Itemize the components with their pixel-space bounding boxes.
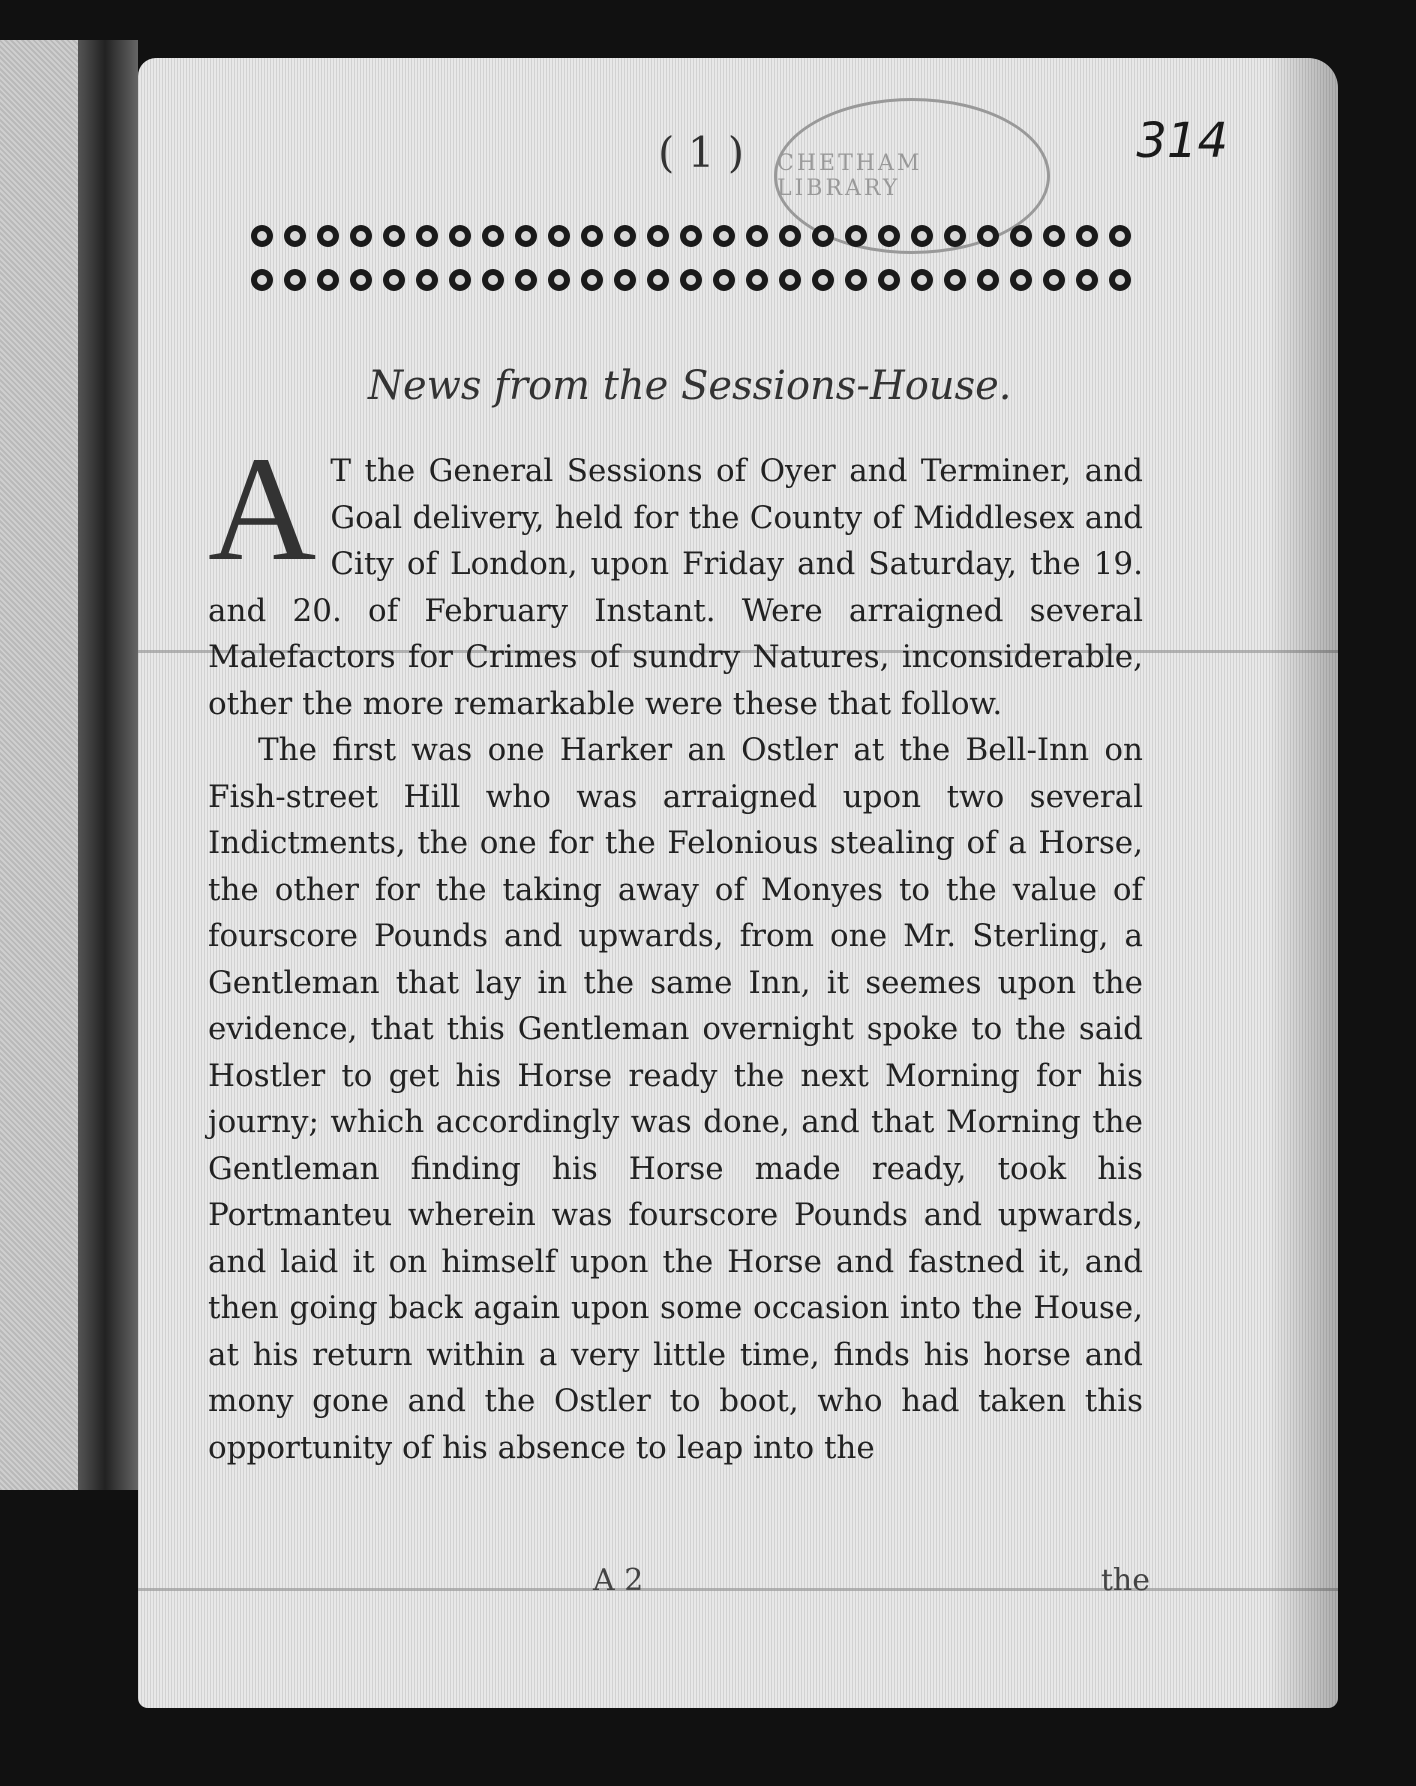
signature-mark: A 2	[593, 1563, 644, 1598]
ornament-fleuron-center	[455, 275, 465, 285]
ornament-fleuron-center	[653, 275, 663, 285]
ornament-fleuron-center	[1049, 231, 1059, 241]
ornament-fleuron-center	[1049, 275, 1059, 285]
ornament-fleuron-center	[818, 231, 828, 241]
ornament-fleuron-center	[620, 231, 630, 241]
ornament-fleuron-center	[323, 231, 333, 241]
ornament-fleuron-center	[389, 275, 399, 285]
ornament-fleuron-center	[521, 275, 531, 285]
ornament-fleuron-center	[554, 231, 564, 241]
ornament-fleuron-center	[323, 275, 333, 285]
ornament-fleuron-center	[818, 275, 828, 285]
ornament-fleuron-center	[983, 231, 993, 241]
ornament-fleuron-center	[587, 275, 597, 285]
ornament-fleuron-center	[884, 275, 894, 285]
book-gutter	[78, 40, 138, 1490]
ornament-fleuron-center	[257, 231, 267, 241]
ornament-fleuron-center	[884, 231, 894, 241]
ornament-fleuron-center	[1082, 275, 1092, 285]
ornament-fleuron-center	[356, 231, 366, 241]
drop-cap: A	[208, 426, 317, 592]
ornament-fleuron-center	[917, 231, 927, 241]
ornament-fleuron-center	[1115, 231, 1125, 241]
paragraph-2: The first was one Harker an Ostler at the Bell-Inn on Fish-street Hill who was arraigned upon two several Indictments, the one for the Felonious stealing of a Horse, the other for the taking away of Monyes to the value of fourscore Pounds and upwards, from one Mr. Sterling, a Gentleman that lay in the same Inn, it seemes upon the evidence, that this Gentleman overnight spoke to the said Hostler to get his Horse ready the next Morning for his journy; which accordingly was done, and that Morning the Gentleman finding his Horse made ready, took his Portmanteu wherein was fourscore Pounds and upwards, and laid it on himself upon the Horse and fastned it, and then going back again upon some occasion into the House, at his return within a very little time, finds his horse and mony gone and the Ostler to boot, who had taken this opportunity of his absence to leap into the	[208, 732, 1143, 1466]
ornament-fleuron-center	[620, 275, 630, 285]
ornament-fleuron-center	[422, 275, 432, 285]
ornament-fleuron-center	[1082, 231, 1092, 241]
ornament-fleuron-center	[719, 231, 729, 241]
ornament-fleuron-center	[587, 231, 597, 241]
ornament-fleuron-center	[422, 231, 432, 241]
document-page	[138, 58, 1338, 1708]
page-number: ( 1 )	[658, 128, 745, 177]
ornament-fleuron-center	[389, 231, 399, 241]
ornament-fleuron-center	[785, 275, 795, 285]
paragraph-1	[208, 426, 1143, 727]
ornament-fleuron-center	[1016, 275, 1026, 285]
ornament-fleuron-center	[488, 275, 498, 285]
ornament-fleuron-center	[653, 231, 663, 241]
stamp-text: CHETHAM LIBRARY	[777, 151, 923, 201]
ornament-fleuron-center	[686, 231, 696, 241]
ornament-fleuron-center	[719, 275, 729, 285]
ornament-fleuron-center	[1115, 275, 1125, 285]
ornament-fleuron-center	[917, 275, 927, 285]
ornament-fleuron-center	[851, 275, 861, 285]
ornament-fleuron-center	[521, 231, 531, 241]
ornament-fleuron-center	[290, 275, 300, 285]
ornament-fleuron-center	[488, 231, 498, 241]
ornament-fleuron-center	[851, 231, 861, 241]
folio-mark: 314	[1136, 113, 1228, 169]
catchword: the	[1100, 1563, 1150, 1598]
paragraph-1-text: T the General Sessions of Oyer and Terminer, and Goal delivery, held for the County of Middlesex and City of London, upon Friday and Saturday, the 19. and 20. of February Instant. Were arraigned several Malefactors for Crimes of sundry Natures, inconsiderable, other the more remarkable were these that follow.	[208, 453, 1143, 722]
ornament-border	[250, 208, 1150, 308]
ornament-fleuron-center	[1016, 231, 1026, 241]
ornament-fleuron-center	[950, 231, 960, 241]
ornament-fleuron-center	[785, 231, 795, 241]
ornament-fleuron-center	[455, 231, 465, 241]
ornament-fleuron-center	[983, 275, 993, 285]
ornament-fleuron-center	[356, 275, 366, 285]
ornament-fleuron-center	[752, 231, 762, 241]
ornament-fleuron-center	[752, 275, 762, 285]
ornament-fleuron-center	[257, 275, 267, 285]
ornament-fleuron-center	[950, 275, 960, 285]
page-title: News from the Sessions-House.	[368, 363, 1012, 409]
ornament-fleuron-center	[686, 275, 696, 285]
ornament-fleuron-center	[290, 231, 300, 241]
ornament-fleuron-center	[554, 275, 564, 285]
scan-line	[138, 1588, 1338, 1591]
body-text	[208, 426, 1143, 1471]
